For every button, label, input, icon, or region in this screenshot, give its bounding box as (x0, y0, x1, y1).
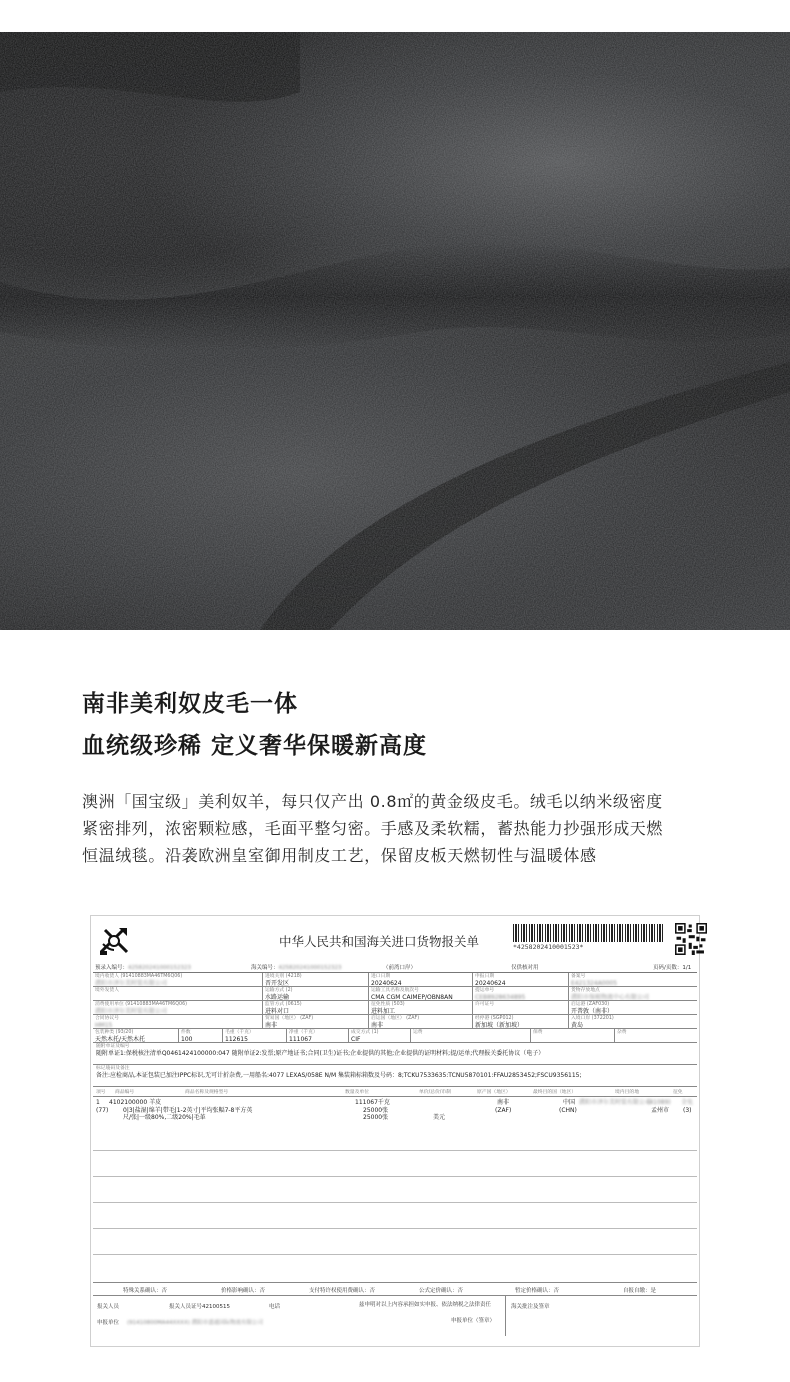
headline-line-1: 南非美利奴皮毛一体 (82, 691, 298, 717)
vessel-voyage (369, 987, 473, 1001)
field-value: HM15 (95, 1022, 113, 1029)
item-number: 1 (96, 1099, 100, 1106)
blank-row (93, 1177, 697, 1203)
declaration-date (473, 973, 569, 987)
field-value: 进料对口 (265, 1008, 290, 1015)
barcode-bars (513, 924, 663, 942)
insurance (531, 1029, 615, 1043)
origin-country: 南非 (497, 1099, 510, 1106)
customs-declaration-document (90, 915, 700, 1347)
domestic-destination: 孟州市 (651, 1107, 670, 1114)
package-count (179, 1029, 223, 1043)
entry-customs (263, 973, 369, 987)
field-label: 征免性质 (503) (371, 1002, 405, 1007)
column-header: 商品编号 (115, 1090, 135, 1095)
domestic-consignee (93, 973, 263, 987)
grid-row (93, 973, 697, 987)
description-line: 澳洲「国宝级」美利奴羊，每只仅产出 0.8㎡的黄金级皮毛。绒毛以纳米级密度 (82, 792, 663, 811)
document-title: 中华人民共和国海关进口货物报关单 (279, 934, 480, 949)
description (82, 788, 722, 869)
field-value: 天然木托/天然木托 (95, 1036, 146, 1043)
seal-label: 申报单位（签章） (451, 1318, 496, 1324)
commodity-spec: 尺/张|一级80%,二级20%|毛革 (123, 1114, 206, 1121)
transport-mode (263, 987, 369, 1001)
field-label: 运输方式 (2) (265, 988, 293, 993)
field-label: 监管方式 (0615) (265, 1002, 302, 1007)
consumer-unit (93, 1001, 263, 1015)
field-value: 濮阳市保税物流中心有限公司 (571, 994, 650, 1001)
field-label: 境内收货人 (91410883MA46TM6Q06) (95, 974, 183, 979)
grid-row (93, 987, 697, 1001)
exemption-code: (3) (683, 1107, 692, 1114)
field-value: 111067 (289, 1036, 312, 1043)
destination-code: (CHN) (559, 1107, 577, 1114)
overseas-shipper (93, 987, 263, 1001)
confirmation: 公式定价确认：否 (419, 1288, 464, 1294)
field-value: 备注:应检商品,本证包装已加注IPPC标识,无可计折杂费,一用船名:4077 LEXAS/058E N/M 集装箱标箱数及号码：8;TCKU7533635:TCNU5870101:FFAU2853452;FSCU9356115; (96, 1072, 582, 1079)
field-value: CIF (351, 1036, 361, 1043)
blank-row (93, 1229, 697, 1255)
page-number: 页码/页数：1/1 (653, 965, 692, 971)
column-header: 数量及单位 (345, 1090, 369, 1095)
origin-country (369, 1015, 473, 1029)
field-label: 运费 (413, 1030, 423, 1035)
agency-label: 申报单位 (97, 1320, 120, 1326)
field-value: 南非 (371, 1022, 384, 1029)
bill-of-lading (473, 987, 569, 1001)
fur-closeup-photo (0, 32, 790, 630)
field-label: 标记唛码及备注 (96, 1066, 130, 1071)
entry-port (569, 1015, 697, 1029)
pre-entry-label: 预录入编号： (95, 965, 129, 971)
freight (411, 1029, 531, 1043)
pre-entry-value: 425820241000152323 (128, 965, 192, 971)
record-number (569, 973, 697, 987)
destination-country: 中国 (563, 1099, 576, 1106)
contract-number (93, 1015, 263, 1029)
field-value: CMA CGM CAIMEP/OBN8AN (371, 994, 453, 1001)
column-header: 最终目的国（地区） (533, 1090, 577, 1095)
top-margin (0, 0, 790, 32)
field-value: 黄岛 (571, 1022, 584, 1029)
column-header: 原产国（地区） (477, 1090, 511, 1095)
commodity-spec: 0|3|盐湿|绵羊|带毛|1-2英寸|平均张幅7-8平方英 (123, 1107, 253, 1114)
field-label: 包装种类 (93/20) (95, 1030, 134, 1035)
field-value: 112615 (225, 1036, 248, 1043)
field-value: 20240624 (475, 980, 506, 987)
field-value: 随附单证1:保税核注清单Q0461424100000:047 随附单证2:发票;原产地证书;合同(卫生)证书;企业提供的其他;企业提供的证明材料;提/运单;代理报关委托协议（电子） (96, 1050, 545, 1057)
field-label: 货物存放地点 (571, 988, 600, 993)
field-label: 提运单号 (475, 988, 495, 993)
column-header: 单价/总价/币制 (419, 1090, 452, 1095)
field-label: 备案号 (571, 974, 586, 979)
field-value: 南非 (265, 1022, 278, 1029)
field-label: 启运港 (ZAF030) (571, 1002, 610, 1007)
goods-table-header (93, 1087, 697, 1097)
customs-note-label: 海关批注及签章 (511, 1304, 550, 1310)
quantity: 25000张 (363, 1114, 389, 1121)
field-label: 境外发货人 (95, 988, 119, 993)
storage-location (569, 987, 697, 1001)
grid-row (93, 1015, 697, 1029)
transaction-mode (349, 1029, 411, 1043)
port: （前湾口岸） (383, 965, 417, 971)
field-value: 开普敦（南非） (571, 1008, 614, 1015)
field-label: 净重（千克） (289, 1030, 318, 1035)
field-label: 合同协议号 (95, 1016, 119, 1021)
goods-table-body (93, 1097, 697, 1283)
footer-divider (505, 1296, 506, 1336)
license-number (473, 1001, 569, 1015)
confirmation: 特殊关系确认：否 (123, 1288, 168, 1294)
description-line: 紧密排列，浓密颗粒感，毛面平整匀密。手感及柔软糯，蓄热能力抄强形成天燃 (82, 819, 664, 838)
item-sub-number: (77) (96, 1107, 109, 1114)
field-label: 运输工具名称及航次号 (371, 988, 419, 993)
declarant-label: 报关人员 (97, 1304, 120, 1310)
marks-and-remarks (93, 1065, 697, 1087)
trade-country (263, 1015, 369, 1029)
commodity-code: 4102100000 羊皮 (109, 1099, 162, 1106)
package-type (93, 1029, 179, 1043)
declarant-certificate: 报关人员证号42100515 (169, 1304, 230, 1310)
field-value: CEB8928634895 (475, 994, 526, 1001)
field-label: 进口日期 (371, 974, 391, 979)
goods-blank-rows (93, 1125, 697, 1281)
blank-row (93, 1151, 697, 1177)
field-label: 入境口岸 (372201) (571, 1016, 614, 1021)
misc-fees (615, 1029, 697, 1043)
field-label: 经停港 (SGP012) (475, 1016, 514, 1021)
quantity: 25000张 (363, 1107, 389, 1114)
customs-number-value: 425820241000152323 (278, 965, 342, 971)
column-header: 征免 (673, 1090, 683, 1095)
field-value: 100 (181, 1036, 193, 1043)
customs-number (251, 963, 342, 971)
grid-row (93, 1001, 697, 1015)
qr-code-icon (675, 923, 707, 955)
currency: 美元 (433, 1114, 446, 1121)
document-header-row (91, 962, 701, 972)
import-date (369, 973, 473, 987)
headline-line-2: 血统级珍稀 定义奢华保暖新高度 (82, 733, 428, 759)
blank-row (93, 1203, 697, 1229)
fur-texture (0, 32, 790, 630)
customs-number-label: 海关编号： (251, 965, 279, 971)
confirmation: 自报自缴：是 (623, 1288, 657, 1294)
field-label: 消费使用单位 (91410883MA46TM6Q06) (95, 1002, 187, 1007)
transit-port (473, 1015, 569, 1029)
field-label: 贸易国（地区） (ZAF) (265, 1016, 314, 1021)
field-label: 成交方式 (1) (351, 1030, 379, 1035)
exemption-nature (369, 1001, 473, 1015)
field-label: 毛重（千克） (225, 1030, 254, 1035)
confirmation: 价格影响确认：否 (221, 1288, 266, 1294)
confirmation: 支付特许权使用费确认：否 (309, 1288, 376, 1294)
departure-port (569, 1001, 697, 1015)
domestic-code: (41089) (647, 1099, 671, 1106)
legal-statement: 兹申明对以上内容承担如实申报、依法纳税之法律责任 (359, 1302, 492, 1308)
column-header: 境内目的地 (615, 1090, 639, 1095)
net-weight (287, 1029, 349, 1043)
field-value: 20240624 (371, 980, 402, 987)
owner-unit: 濮阳市泽尔美时装有限公司 (579, 1099, 652, 1106)
customs-emblem-icon (97, 924, 131, 958)
gross-weight (223, 1029, 287, 1043)
field-value: E421324A0005 (571, 980, 618, 987)
barcode (513, 924, 665, 954)
column-header: 商品名称及规格型号 (185, 1090, 229, 1095)
field-label: 许可证号 (475, 1002, 495, 1007)
field-label: 进境关别 (4218) (265, 974, 302, 979)
origin-code: (ZAF) (495, 1107, 512, 1114)
supervision-mode (263, 1001, 369, 1015)
field-value: 濮阳市泽尔美时装有限公司 (95, 1008, 168, 1015)
field-value: 新加坡（新加坡） (475, 1022, 524, 1029)
blank-row (93, 1255, 697, 1281)
status-note: 仅供核对用 (511, 965, 539, 971)
column-header: 项号 (96, 1090, 106, 1095)
declaration-grid (93, 972, 697, 1336)
document-footer (93, 1296, 697, 1336)
phone-label: 电话 (269, 1304, 281, 1310)
pre-entry-number (95, 963, 191, 971)
description-line: 恒温绒毯。沿袭欧洲皇室御用制皮工艺，保留皮板天燃韧性与温暖体感 (82, 846, 597, 865)
field-label: 申报日期 (475, 974, 495, 979)
quantity: 111067千克 (355, 1099, 390, 1106)
grid-row (93, 1029, 697, 1043)
field-label: 保费 (533, 1030, 543, 1035)
blank-row (93, 1125, 697, 1151)
attached-documents (93, 1043, 697, 1065)
field-value: 进料加工 (371, 1008, 396, 1015)
field-value: 水路运输 (265, 994, 290, 1001)
declaration-confirmations (93, 1283, 697, 1296)
confirmation: 暂定价格确认：否 (515, 1288, 560, 1294)
field-label: 启运国（地区） (ZAF) (371, 1016, 420, 1021)
agency-value: (91410800MA44XXXX) 濮阳市盛通国际物流有限公司 (127, 1320, 264, 1326)
barcode-number: *4258202410001523* (513, 943, 584, 951)
field-value: 濮阳市泽尔美时装有限公司 (95, 980, 168, 987)
field-label: 随附单证及编号 (96, 1044, 130, 1049)
field-label: 件数 (181, 1030, 191, 1035)
exemption: 全免 (681, 1099, 694, 1106)
field-label: 杂费 (617, 1030, 627, 1035)
field-value: 晋开发区 (265, 980, 290, 987)
